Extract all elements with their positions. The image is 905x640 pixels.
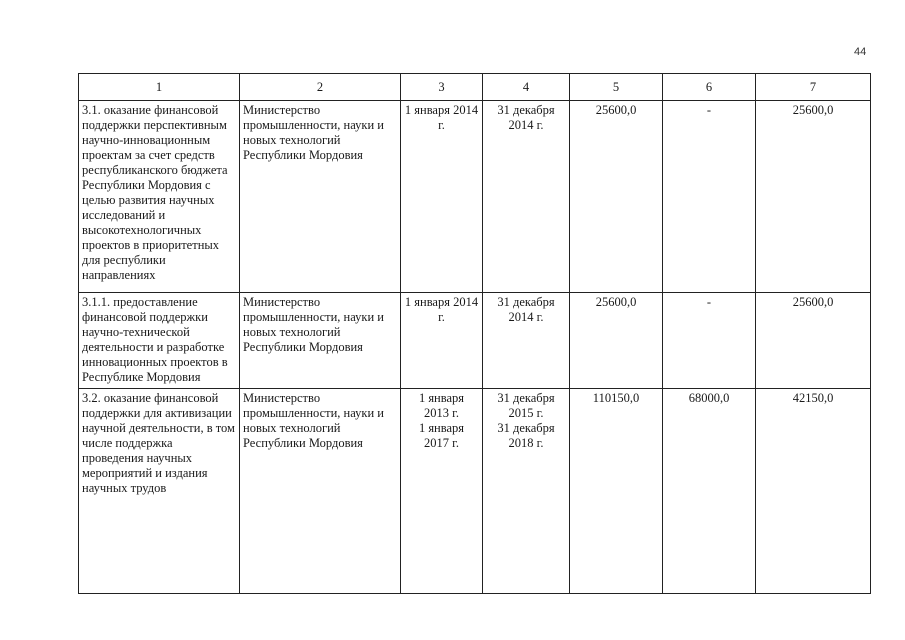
start-date-line: 1 января bbox=[418, 391, 465, 405]
total-funding: 25600,0 bbox=[570, 101, 663, 293]
table-row bbox=[79, 293, 871, 389]
activity-name: 3.2. оказание финансовой поддержки для активизации научной деятельности, в том числе поддержка проведения научных мероприятий и издания научных трудов bbox=[79, 389, 240, 594]
federal-funding: - bbox=[663, 101, 756, 293]
responsible-org: Министерство промышленности, науки и новых технологий Республики Мордовия bbox=[240, 101, 401, 293]
column-header: 5 bbox=[570, 74, 663, 101]
total-funding: 110150,0 bbox=[570, 389, 663, 594]
table-row bbox=[79, 389, 871, 594]
federal-funding: 68000,0 bbox=[663, 389, 756, 594]
column-header: 4 bbox=[483, 74, 570, 101]
end-date: 31 декабря 2014 г. bbox=[483, 101, 570, 293]
end-date-line: 31 декабря bbox=[497, 421, 555, 435]
header-row bbox=[79, 74, 871, 101]
column-header: 1 bbox=[79, 74, 240, 101]
start-date-line: 2017 г. bbox=[424, 436, 459, 450]
start-date: 1 января 2014 г. bbox=[401, 101, 483, 293]
page-number: 44 bbox=[854, 46, 867, 58]
responsible-org: Министерство промышленности, науки и новых технологий Республики Мордовия bbox=[240, 293, 401, 389]
end-date-line: 2018 г. bbox=[508, 436, 544, 450]
end-dates bbox=[483, 389, 570, 594]
end-date-line: 2015 г. bbox=[508, 406, 544, 420]
column-header: 6 bbox=[663, 74, 756, 101]
end-date: 31 декабря 2014 г. bbox=[483, 293, 570, 389]
end-date-line: 31 декабря bbox=[497, 391, 555, 405]
republic-funding: 25600,0 bbox=[756, 101, 871, 293]
program-table bbox=[78, 73, 871, 594]
federal-funding: - bbox=[663, 293, 756, 389]
activity-name: 3.1.1. предоставление финансовой поддержки научно-технической деятельности и разработке инновационных проектов в Республике Мордовия bbox=[79, 293, 240, 389]
start-dates bbox=[401, 389, 483, 594]
republic-funding: 42150,0 bbox=[756, 389, 871, 594]
responsible-org: Министерство промышленности, науки и новых технологий Республики Мордовия bbox=[240, 389, 401, 594]
column-header: 3 bbox=[401, 74, 483, 101]
start-date-line: 1 января bbox=[418, 421, 465, 435]
activity-name: 3.1. оказание финансовой поддержки перспективным научно-инновационным проектам за счет средств республиканского бюджета Республики Мордовия с целью развития научных исследований и высокотехнологичных проектов в приоритетных для республики направлениях bbox=[79, 101, 240, 293]
column-header: 7 bbox=[756, 74, 871, 101]
start-date-line: 2013 г. bbox=[424, 406, 459, 420]
republic-funding: 25600,0 bbox=[756, 293, 871, 389]
total-funding: 25600,0 bbox=[570, 293, 663, 389]
table-row bbox=[79, 101, 871, 293]
start-date: 1 января 2014 г. bbox=[401, 293, 483, 389]
column-header: 2 bbox=[240, 74, 401, 101]
